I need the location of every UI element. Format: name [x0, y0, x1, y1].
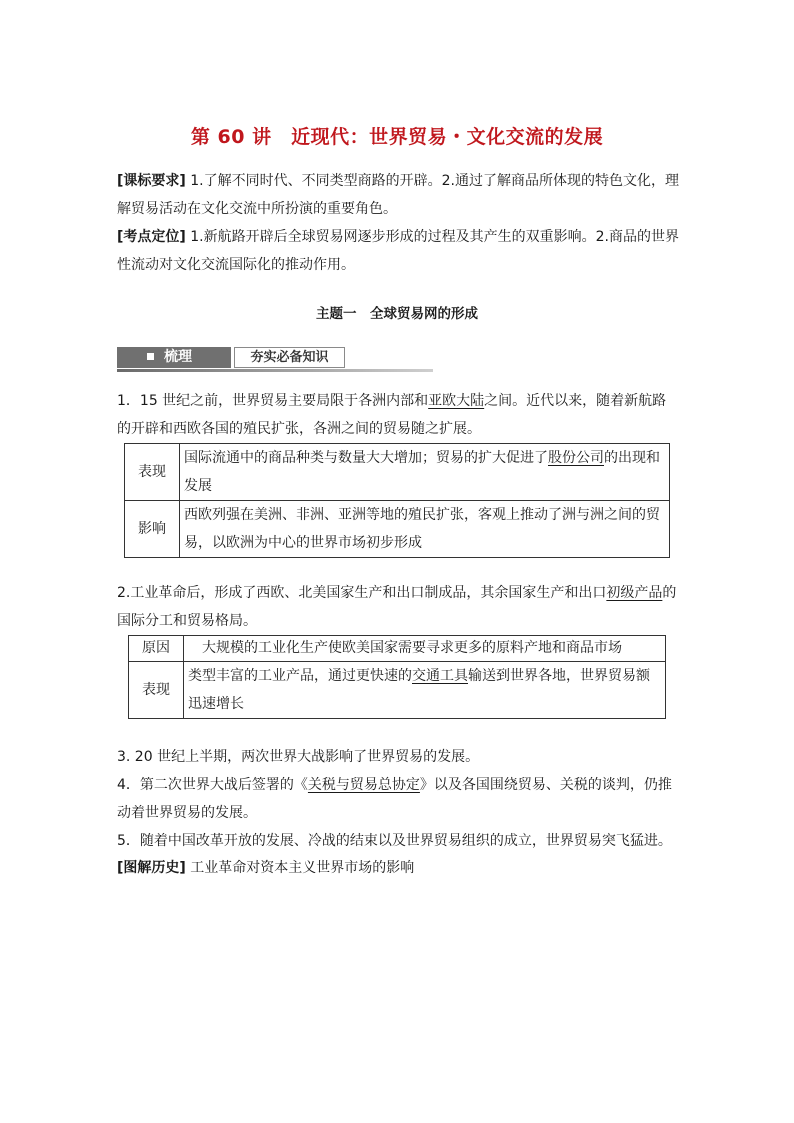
tujie-label: [图解历史] — [117, 860, 186, 876]
table-2-row2-content — [184, 662, 666, 719]
table-2-row1-label: 原因 — [129, 636, 184, 662]
item-1-post: 之间。近代以来，随着新航路的开辟和西欧各国的殖民扩张，各洲之间的贸易随之扩展。 — [117, 393, 667, 437]
table-row — [129, 662, 666, 719]
table-1-row1-content — [180, 444, 670, 501]
item-2-post: 的国际分工和贸易格局。 — [117, 585, 677, 629]
table-row — [125, 501, 670, 558]
table-2-row2-post: 输送到世界各地，世界贸易额迅速增长 — [188, 668, 650, 712]
kaodian-paragraph — [117, 223, 679, 279]
table-2-row2-pre: 类型丰富的工业产品，通过更快速的 — [188, 668, 412, 684]
table-2 — [128, 635, 666, 719]
kebiao-text: 1.了解不同时代、不同类型商路的开辟。2.通过了解商品所体现的特色文化，理解贸易活动在文化交流中所扮演的重要角色。 — [117, 173, 679, 217]
table-1-row2-label: 影响 — [125, 501, 180, 558]
table-row — [129, 636, 666, 662]
item-4-post: 》以及各国围绕贸易、关税的谈判，仍推动着世界贸易的发展。 — [117, 777, 672, 821]
kebiao-paragraph — [117, 167, 679, 223]
table-2-row2-underlined: 交通工具 — [412, 668, 468, 684]
table-row — [125, 444, 670, 501]
table-1 — [124, 443, 670, 558]
item-4-underlined: 关税与贸易总协定 — [307, 777, 420, 793]
table-2-row1-content: 大规模的工业化生产使欧美国家需要寻求更多的原料产地和商品市场 — [184, 636, 666, 662]
kebiao-label: [课标要求] — [117, 173, 186, 189]
square-icon — [147, 353, 154, 360]
topic-heading: 主题一 全球贸易网的形成 — [316, 306, 478, 322]
item-3: 3. 20 世纪上半期，两次世界大战影响了世界贸易的发展。 — [117, 749, 480, 765]
table-1-row1-underlined: 股份公司 — [548, 450, 604, 466]
item-4-pre: 4．第二次世界大战后签署的《 — [117, 777, 308, 793]
table-1-row2-content: 西欧列强在美洲、非洲、亚洲等地的殖民扩张，客观上推动了洲与洲之间的贸易，以欧洲为中心的世界市场初步形成 — [180, 501, 670, 558]
banner-strip — [117, 369, 433, 372]
item-5: 5．随着中国改革开放的发展、冷战的结束以及世界贸易组织的成立，世界贸易突飞猛进。 — [117, 833, 672, 849]
banner-dark-tab — [117, 347, 231, 368]
table-1-row1-label: 表现 — [125, 444, 180, 501]
table-2-row2-label: 表现 — [129, 662, 184, 719]
item-1-pre: 1．15 世纪之前，世界贸易主要局限于各洲内部和 — [117, 393, 429, 409]
table-1-row1-post: 的出现和发展 — [184, 450, 660, 494]
item-2 — [117, 579, 679, 635]
tujie-text: 工业革命对资本主义世界市场的影响 — [190, 860, 415, 876]
item-2-pre: 2.工业革命后，形成了西欧、北美国家生产和出口制成品，其余国家生产和出口 — [117, 585, 607, 601]
tujie-paragraph — [117, 854, 679, 882]
page-title: 第 60 讲 近现代：世界贸易・文化交流的发展 — [190, 126, 604, 148]
kaodian-label: [考点定位] — [117, 229, 186, 245]
item-4 — [117, 771, 679, 827]
kaodian-text: 1.新航路开辟后全球贸易网逐步形成的过程及其产生的双重影响。2.商品的世界性流动对文化交流国际化的推动作用。 — [117, 229, 679, 273]
section-banner — [117, 347, 433, 371]
banner-light-label: 夯实必备知识 — [234, 347, 345, 368]
item-1-underlined: 亚欧大陆 — [428, 393, 485, 409]
item-2-underlined: 初级产品 — [606, 585, 663, 601]
item-1 — [117, 387, 679, 443]
banner-dark-label: 梳理 — [164, 349, 192, 365]
table-1-row1-pre: 国际流通中的商品种类与数量大大增加；贸易的扩大促进了 — [184, 450, 548, 466]
